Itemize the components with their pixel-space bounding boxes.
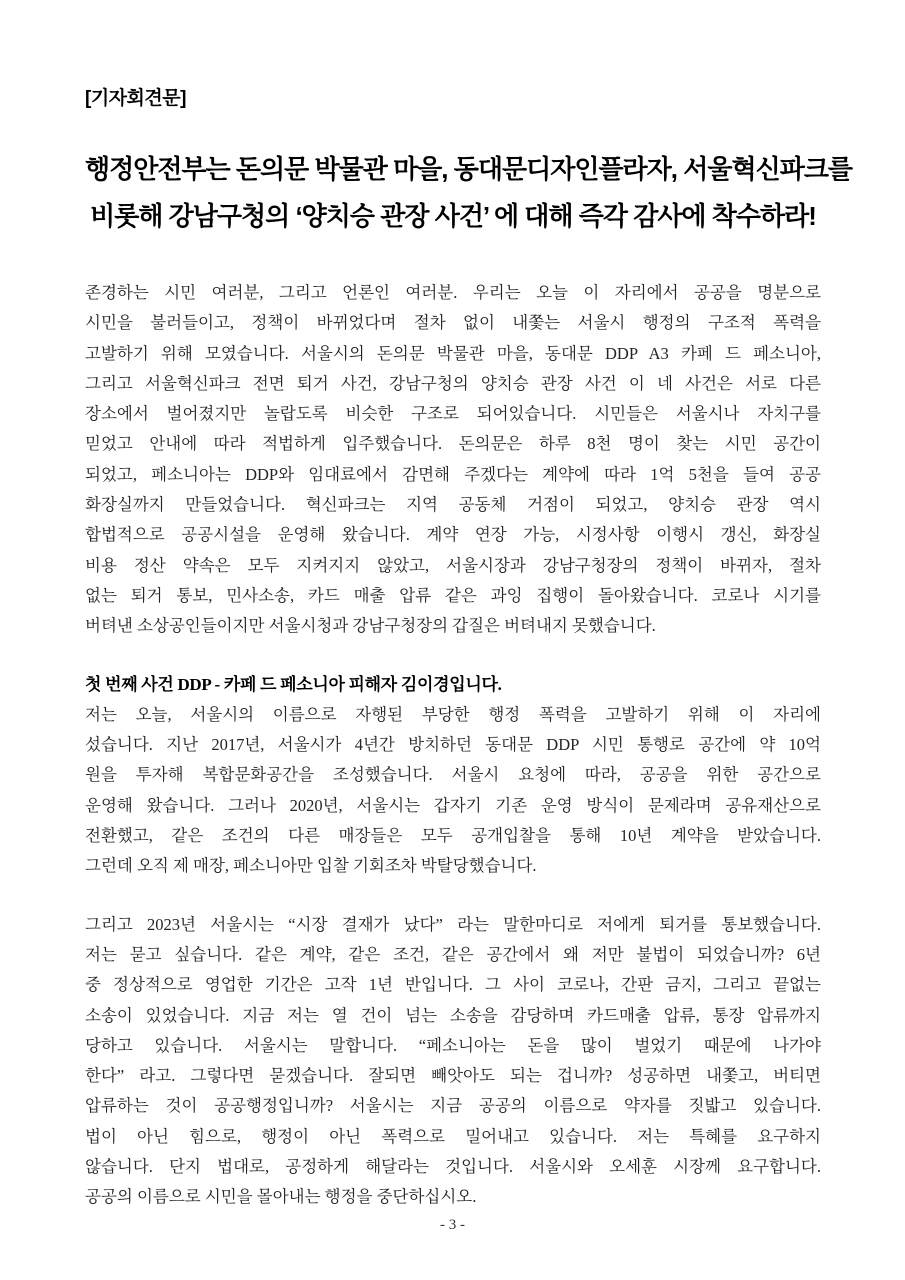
text-line: 중 정상적으로 영업한 기간은 고작 1년 반입니다. 그 사이 코로나, 간판 금지, 그리고 끝없는 xyxy=(85,975,821,995)
text-line: 원을 투자해 복합문화공간을 조성했습니다. 서울시 요청에 따라, 공공을 위한 공간으로 xyxy=(85,765,821,785)
text-line: 존경하는 시민 여러분, 그리고 언론인 여러분. 우리는 오늘 이 자리에서 공공을 명분으로 xyxy=(85,283,821,302)
text-line: 법이 아닌 힘으로, 행정이 아닌 폭력으로 밀어내고 있습니다. 저는 특혜를 요구하지 xyxy=(85,1126,821,1146)
text-line: 그리고 2023년 서울시는 “시장 결재가 났다” 라는 말한마디로 저에게 퇴거를 통보했습니다. xyxy=(85,914,821,934)
text-line: 소송이 있었습니다. 지금 저는 열 건이 넘는 소송을 감당하며 카드매출 압류, 통장 압류까지 xyxy=(85,1005,821,1025)
text-line: 공공의 이름으로 시민을 몰아내는 행정을 중단하십시오. xyxy=(85,1187,477,1207)
text-line: 믿었고 안내에 따라 적법하게 입주했습니다. 돈의문은 하루 8천 명이 찾는 시민 공간이 xyxy=(85,434,821,454)
text-line: 되었고, 페소니아는 DDP와 임대료에서 감면해 주겠다는 계약에 따라 1억 5천을 들여 공공 xyxy=(85,464,821,484)
headline xyxy=(85,146,853,240)
text-line: 고발하기 위해 모였습니다. 서울시의 돈의문 박물관 마을, 동대문 DDP A3 카페 드 페소니아, xyxy=(85,343,821,363)
text-line: 화장실까지 만들었습니다. 혁신파크는 지역 공동체 거점이 되었고, 양치승 관장 역시 xyxy=(85,495,821,515)
page-number: - 3 - xyxy=(440,1217,465,1233)
paragraph xyxy=(85,910,821,1213)
text-line: 운영해 왔습니다. 그러나 2020년, 서울시는 갑자기 기존 운영 방식이 문제라며 공유재산으로 xyxy=(85,795,821,815)
text-line: 압류하는 것이 공공행정입니까? 서울시는 지금 공공의 이름으로 약자를 짓밟고 있습니다. xyxy=(85,1096,821,1116)
text-line: 합법적으로 공공시설을 운영해 왔습니다. 계약 연장 가능, 시정사항 이행시 갱신, 화장실 xyxy=(85,525,821,545)
text-line: 저는 오늘, 서울시의 이름으로 자행된 부당한 행정 폭력을 고발하기 위해 이 자리에 xyxy=(85,704,821,724)
text-line: 저는 묻고 싶습니다. 같은 계약, 같은 조건, 같은 공간에서 왜 저만 불법이 되었습니까? 6년 xyxy=(85,944,821,964)
paragraph xyxy=(85,670,821,882)
paragraph xyxy=(85,278,821,642)
headline-line: 행정안전부는 돈의문 박물관 마을, 동대문디자인플라자, 서울혁신파크를 xyxy=(85,154,853,184)
section-heading: 첫 번째 사건 DDP - 카페 드 페소니아 피해자 김이경입니다. xyxy=(85,674,502,694)
text-line: 그리고 서울혁신파크 전면 퇴거 사건, 강남구청의 양치승 관장 사건 이 네 사건은 서로 다른 xyxy=(85,373,821,393)
text-line: 시민을 불러들이고, 정책이 바뀌었다며 절차 없이 내쫓는 서울시 행정의 구조적 폭력을 xyxy=(85,313,821,333)
text-line: 않습니다. 단지 법대로, 공정하게 해달라는 것입니다. 서울시와 오세훈 시장께 요구합니다. xyxy=(85,1157,821,1177)
text-line: 섰습니다. 지난 2017년, 서울시가 4년간 방치하던 동대문 DDP 시민 통행로 공간에 약 10억 xyxy=(85,735,821,755)
document-body xyxy=(85,278,821,1213)
text-line: 한다” 라고. 그렇다면 묻겠습니다. 잘되면 빼앗아도 되는 겁니까? 성공하면 내쫓고, 버티면 xyxy=(85,1066,821,1086)
document-type-label: [기자회견문] xyxy=(85,88,186,109)
text-line: 그런데 오직 제 매장, 페소니아만 입찰 기회조차 박탈당했습니다. xyxy=(85,856,537,876)
text-line: 장소에서 벌어졌지만 놀랍도록 비슷한 구조로 되어있습니다. 시민들은 서울시나 자치구를 xyxy=(85,404,821,424)
text-line: 당하고 있습니다. 서울시는 말합니다. “페소니아는 돈을 많이 벌었기 때문에 나가야 xyxy=(85,1035,821,1055)
text-line: 전환했고, 같은 조건의 다른 매장들은 모두 공개입찰을 통해 10년 계약을 받았습니다. xyxy=(85,826,821,846)
text-line: 버텨낸 소상공인들이지만 서울시청과 강남구청장의 갑질은 버텨내지 못했습니다. xyxy=(85,616,656,636)
text-line: 비용 정산 약속은 모두 지켜지지 않았고, 서울시장과 강남구청장의 정책이 바뀌자, 절차 xyxy=(85,555,821,575)
text-line: 없는 퇴거 통보, 민사소송, 카드 매출 압류 같은 과잉 집행이 돌아왔습니다. 코로나 시기를 xyxy=(85,585,821,605)
headline-line: 비롯해 강남구청의 ‘양치승 관장 사건’ 에 대해 즉각 감사에 착수하라! xyxy=(90,201,816,231)
